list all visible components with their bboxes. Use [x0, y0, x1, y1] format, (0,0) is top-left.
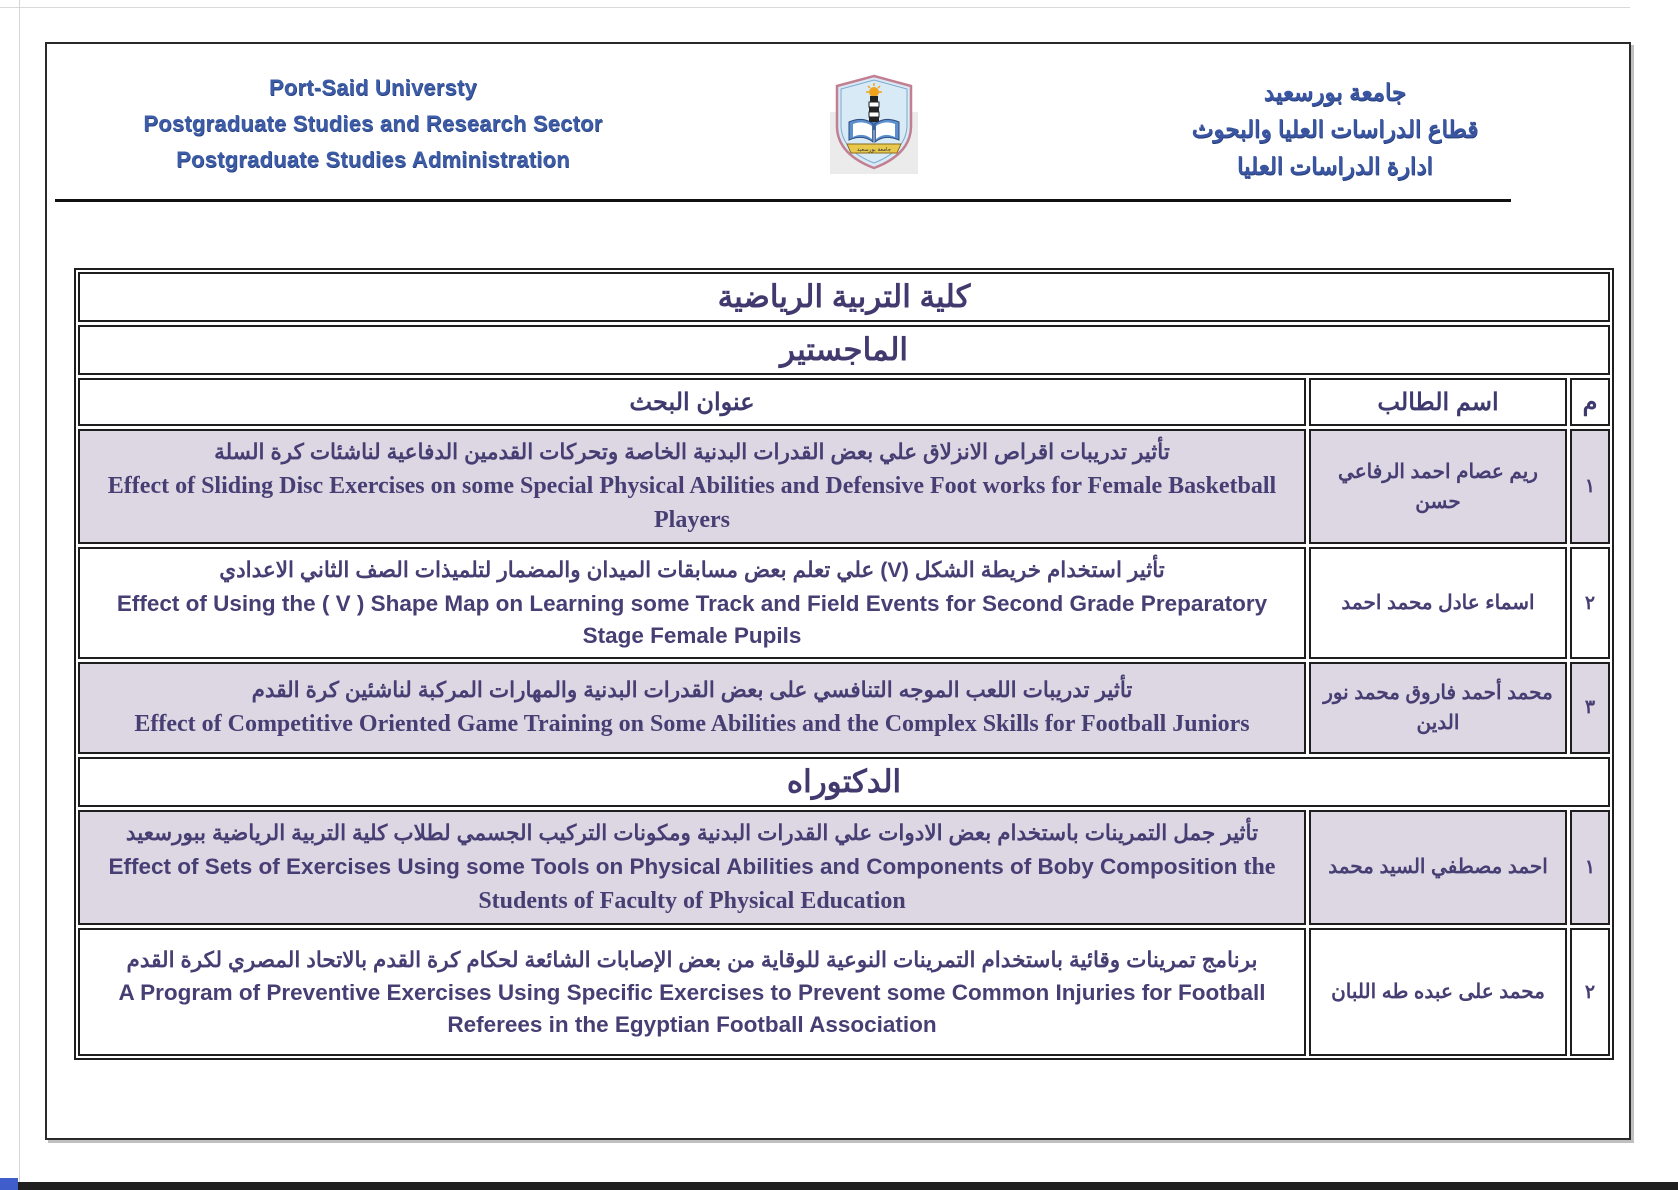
row-number-cell: ٣ [1570, 662, 1610, 754]
column-header-number: م [1570, 378, 1610, 426]
student-name-cell: احمد مصطفي السيد محمد [1309, 810, 1567, 925]
research-title-english: Effect of Using the ( V ) Shape Map on Learning some Track and Field Events for Second Grade Preparatory Stage Female Pupils [116, 590, 1268, 648]
masters-section-title: الماجستير [78, 325, 1610, 375]
row-number-cell: ٢ [1570, 928, 1610, 1056]
header-divider-rule [55, 199, 1511, 202]
doctorate-section-row [78, 757, 1610, 807]
doctorate-section-title: الدكتوراه [78, 757, 1610, 807]
column-header-student-name: اسم الطالب [1309, 378, 1567, 426]
research-title-cell [78, 928, 1306, 1056]
university-name-en: Port-Said Universty [269, 75, 477, 100]
sector-name-ar: قطاع الدراسات العليا والبحوث [1191, 116, 1479, 142]
student-name-cell: اسماء عادل محمد احمد [1309, 547, 1567, 658]
column-header-row [78, 378, 1610, 426]
row-number-cell: ١ [1570, 810, 1610, 925]
faculty-title: كلية التربية الرياضية [78, 272, 1610, 322]
table-row [78, 429, 1610, 544]
scan-artifact-top-line [0, 7, 1630, 8]
table-row [78, 810, 1610, 925]
research-title-cell [78, 662, 1306, 754]
letterhead-arabic [1075, 70, 1595, 185]
research-title-english: Effect of Sets of Exercises Using some Tools on Physical Abilities and Components of Boby Composition the Students of Faculty of Physical Education [108, 853, 1276, 915]
scan-artifact-left-line [19, 0, 20, 1190]
table-row [78, 928, 1610, 1056]
research-title-english: Effect of Sliding Disc Exercises on some Special Physical Abilities and Defensive Foot works for Female Basketball Players [107, 473, 1277, 534]
administration-name-ar: ادارة الدراسات العليا [1237, 153, 1433, 179]
research-title-cell [78, 547, 1306, 658]
research-title-cell [78, 429, 1306, 544]
student-name-cell: محمد أحمد فاروق محمد نور الدين [1309, 662, 1567, 754]
university-name-ar: جامعة بورسعيد [1263, 79, 1407, 105]
table-row [78, 662, 1610, 754]
research-title-english: A Program of Preventive Exercises Using Specific Exercises to Prevent some Common Injuries for Football Referees in the Egyptian Football Association [118, 979, 1266, 1037]
research-title-english: Effect of Competitive Oriented Game Training on Some Abilities and the Complex Skills for Football Juniors [134, 711, 1250, 738]
letterhead-english [73, 70, 673, 178]
row-number-cell: ٢ [1570, 547, 1610, 658]
document-page [45, 42, 1631, 1140]
administration-name-en: Postgraduate Studies Administration [176, 147, 570, 172]
research-title-arabic: تأثير استخدام خريطة الشكل (V) علي تعلم بعض مسابقات الميدان والمضمار لتلميذات الصف الثاني الاعدادي [219, 558, 1165, 583]
student-name-cell: محمد على عبده طه اللبان [1309, 928, 1567, 1056]
university-crest-logo [830, 74, 918, 174]
letterhead [47, 44, 1629, 185]
scan-artifact-corner-chip [0, 1178, 18, 1190]
sector-name-en: Postgraduate Studies and Research Sector [143, 111, 603, 136]
research-title-arabic: برنامج تمرينات وقائية باستخدام التمرينات النوعية للوقاية من بعض الإصابات الشائعة لحكام كرة القدم بالاتحاد المصري لكرة القدم [126, 947, 1258, 972]
research-title-cell [78, 810, 1306, 925]
row-number-cell: ١ [1570, 429, 1610, 544]
column-header-research-title: عنوان البحث [78, 378, 1306, 426]
research-title-arabic: تأثير جمل التمرينات باستخدام بعض الادوات علي القدرات البدنية ومكونات التركيب الجسمي لطلاب كلية التربية الرياضية ببورسعيد [125, 820, 1259, 845]
scan-artifact-bottom-bar [0, 1182, 1678, 1190]
table-row [78, 547, 1610, 658]
research-title-arabic: تأثير تدريبات اللعب الموجه التنافسي على بعض القدرات البدنية والمهارات المركبة لناشئين كرة القدم [251, 677, 1133, 702]
research-title-arabic: تأثير تدريبات اقراص الانزلاق علي بعض القدرات البدنية الخاصة وتحركات القدمين الدفاعية لناشئات كرة السلة [214, 440, 1170, 464]
faculty-title-row [78, 272, 1610, 322]
crest-icon [833, 74, 915, 170]
research-titles-table [74, 268, 1614, 1060]
student-name-cell: ريم عصام احمد الرفاعي حسن [1309, 429, 1567, 544]
masters-section-row [78, 325, 1610, 375]
svg-text:جامعة بورسعيد: جامعة بورسعيد [856, 147, 892, 153]
